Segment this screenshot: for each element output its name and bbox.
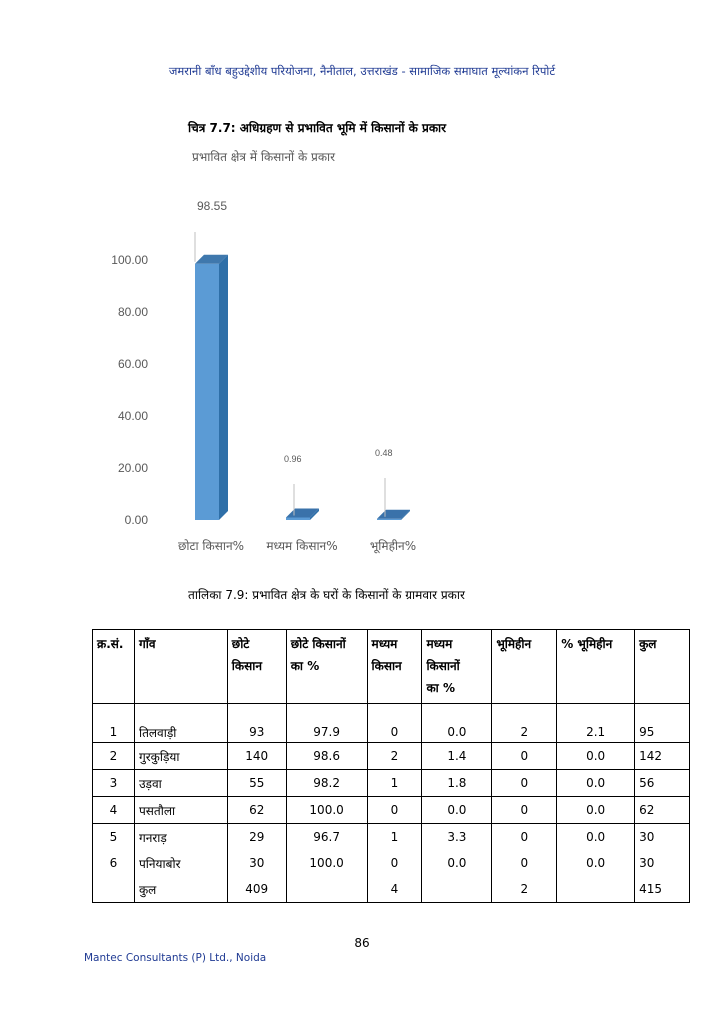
table-row	[93, 824, 690, 851]
chart-title: प्रभावित क्षेत्र में किसानों के प्रकार	[192, 150, 336, 164]
table-cell: 62	[635, 797, 690, 824]
table-cell: 97.9	[286, 704, 367, 743]
column-header	[93, 630, 135, 704]
column-header-line: % भूमिहीन	[561, 637, 613, 651]
table-cell: 30	[635, 824, 690, 851]
table-cell: 0.0	[557, 743, 635, 770]
table-cell: 0	[367, 704, 422, 743]
table-cell: 30	[227, 850, 286, 876]
table-cell: 140	[227, 743, 286, 770]
table-cell: 1	[367, 770, 422, 797]
column-header-line: कुल	[639, 637, 657, 651]
column-header	[422, 630, 492, 704]
column-header-line: मध्यम	[426, 637, 453, 651]
column-header	[134, 630, 227, 704]
table-cell: 1.8	[422, 770, 492, 797]
table-cell: 3.3	[422, 824, 492, 851]
column-header	[227, 630, 286, 704]
bar-top	[377, 510, 410, 519]
table-cell: 4	[93, 797, 135, 824]
bar	[195, 264, 219, 520]
column-header-line: किसान	[231, 659, 262, 673]
bar-side	[219, 255, 228, 520]
column-header-line: छोटे किसानों	[290, 637, 346, 651]
table-cell: 5	[93, 824, 135, 851]
page-number: 86	[354, 936, 370, 950]
table-cell: 1.4	[422, 743, 492, 770]
table-cell: 100.0	[286, 797, 367, 824]
footer-company: Mantec Consultants (P) Ltd., Noida	[84, 952, 267, 964]
table-cell	[557, 876, 635, 903]
x-category-label: छोटा किसान%	[177, 539, 245, 553]
table-cell	[422, 876, 492, 903]
table-cell: 3	[93, 770, 135, 797]
table-row	[93, 704, 690, 743]
table-cell: 0.0	[422, 704, 492, 743]
table-cell: 0	[492, 797, 557, 824]
table-cell: 1	[93, 704, 135, 743]
table-cell: उड़वा	[134, 770, 227, 797]
table-cell: 2	[492, 704, 557, 743]
column-header	[557, 630, 635, 704]
y-tick-label: 60.00	[117, 357, 148, 371]
page-header: जमरानी बाँध बहुउद्देशीय परियोजना, नैनीताल, उत्तराखंड - सामाजिक समाघात मूल्यांकन रिपोर्ट	[168, 64, 556, 78]
table-cell: 0	[367, 850, 422, 876]
table-cell: 6	[93, 850, 135, 876]
column-header	[492, 630, 557, 704]
table-cell: 0	[492, 850, 557, 876]
table-cell: 98.2	[286, 770, 367, 797]
table-row	[93, 743, 690, 770]
table-cell	[286, 876, 367, 903]
y-tick-label: 0.00	[124, 513, 148, 527]
column-header-line: भूमिहीन	[496, 637, 532, 651]
table-cell: 2	[93, 743, 135, 770]
y-tick-label: 20.00	[117, 461, 148, 475]
data-label: 0.96	[284, 454, 302, 464]
table-cell: 2	[492, 876, 557, 903]
y-tick-label: 80.00	[117, 305, 148, 319]
bar	[286, 518, 310, 520]
table-cell: 0.0	[557, 797, 635, 824]
x-category-label: मध्यम किसान%	[266, 539, 338, 553]
column-header	[286, 630, 367, 704]
table-cell: 98.6	[286, 743, 367, 770]
table-cell: 0.0	[422, 797, 492, 824]
table-cell: 96.7	[286, 824, 367, 851]
table-cell: 100.0	[286, 850, 367, 876]
table-cell: 1	[367, 824, 422, 851]
column-header-line: क्र.सं.	[97, 637, 124, 651]
table-cell: 62	[227, 797, 286, 824]
farmer-type-table	[92, 629, 690, 903]
figure-title: चित्र 7.7: अधिग्रहण से प्रभावित भूमि में किसानों के प्रकार	[188, 121, 447, 135]
column-header-line: छोटे	[231, 637, 250, 651]
table-cell: 0.0	[557, 824, 635, 851]
column-header-line: मध्यम	[371, 637, 398, 651]
table-cell: 0	[492, 824, 557, 851]
table-row	[93, 850, 690, 876]
table-title: तालिका 7.9: प्रभावित क्षेत्र के घरों के किसानों के ग्रामवार प्रकार	[188, 588, 465, 602]
table-cell: 0	[492, 743, 557, 770]
table-cell: 0	[367, 797, 422, 824]
data-label: 98.55	[197, 199, 228, 213]
column-header	[635, 630, 690, 704]
table-cell: 0.0	[557, 850, 635, 876]
y-tick-label: 100.00	[111, 253, 148, 267]
table-cell: 29	[227, 824, 286, 851]
table-cell: 2	[367, 743, 422, 770]
table-cell: 415	[635, 876, 690, 903]
table-cell: 2.1	[557, 704, 635, 743]
bar-chart	[90, 190, 430, 560]
column-header	[367, 630, 422, 704]
bar	[377, 519, 401, 520]
table-cell: पसतौला	[134, 797, 227, 824]
y-tick-label: 40.00	[117, 409, 148, 423]
table-cell: 56	[635, 770, 690, 797]
table-row	[93, 797, 690, 824]
table-row	[93, 876, 690, 903]
column-header-line: किसानों	[426, 659, 460, 673]
table-cell: 142	[635, 743, 690, 770]
table-cell: 0.0	[422, 850, 492, 876]
table-cell: 0	[492, 770, 557, 797]
data-label: 0.48	[375, 448, 393, 458]
column-header-line: का %	[290, 659, 320, 673]
column-header-line: गाँव	[138, 637, 156, 651]
table-cell: पनियाबोर	[134, 850, 227, 876]
table-cell: 55	[227, 770, 286, 797]
table-row	[93, 770, 690, 797]
column-header-line: किसान	[371, 659, 402, 673]
table-cell: 409	[227, 876, 286, 903]
table-cell: गुरकुड़िया	[134, 743, 227, 770]
column-header-line: का %	[426, 681, 455, 695]
table-cell: 93	[227, 704, 286, 743]
table-cell: 30	[635, 850, 690, 876]
table-cell: 4	[367, 876, 422, 903]
table-cell: 95	[635, 704, 690, 743]
table-cell: गनराड़	[134, 824, 227, 851]
bar-top	[286, 509, 319, 518]
table-cell: तिलवाड़ी	[134, 704, 227, 743]
x-category-label: भूमिहीन%	[369, 539, 417, 553]
table-cell	[93, 876, 135, 903]
table-cell: कुल	[134, 876, 227, 903]
table-cell: 0.0	[557, 770, 635, 797]
